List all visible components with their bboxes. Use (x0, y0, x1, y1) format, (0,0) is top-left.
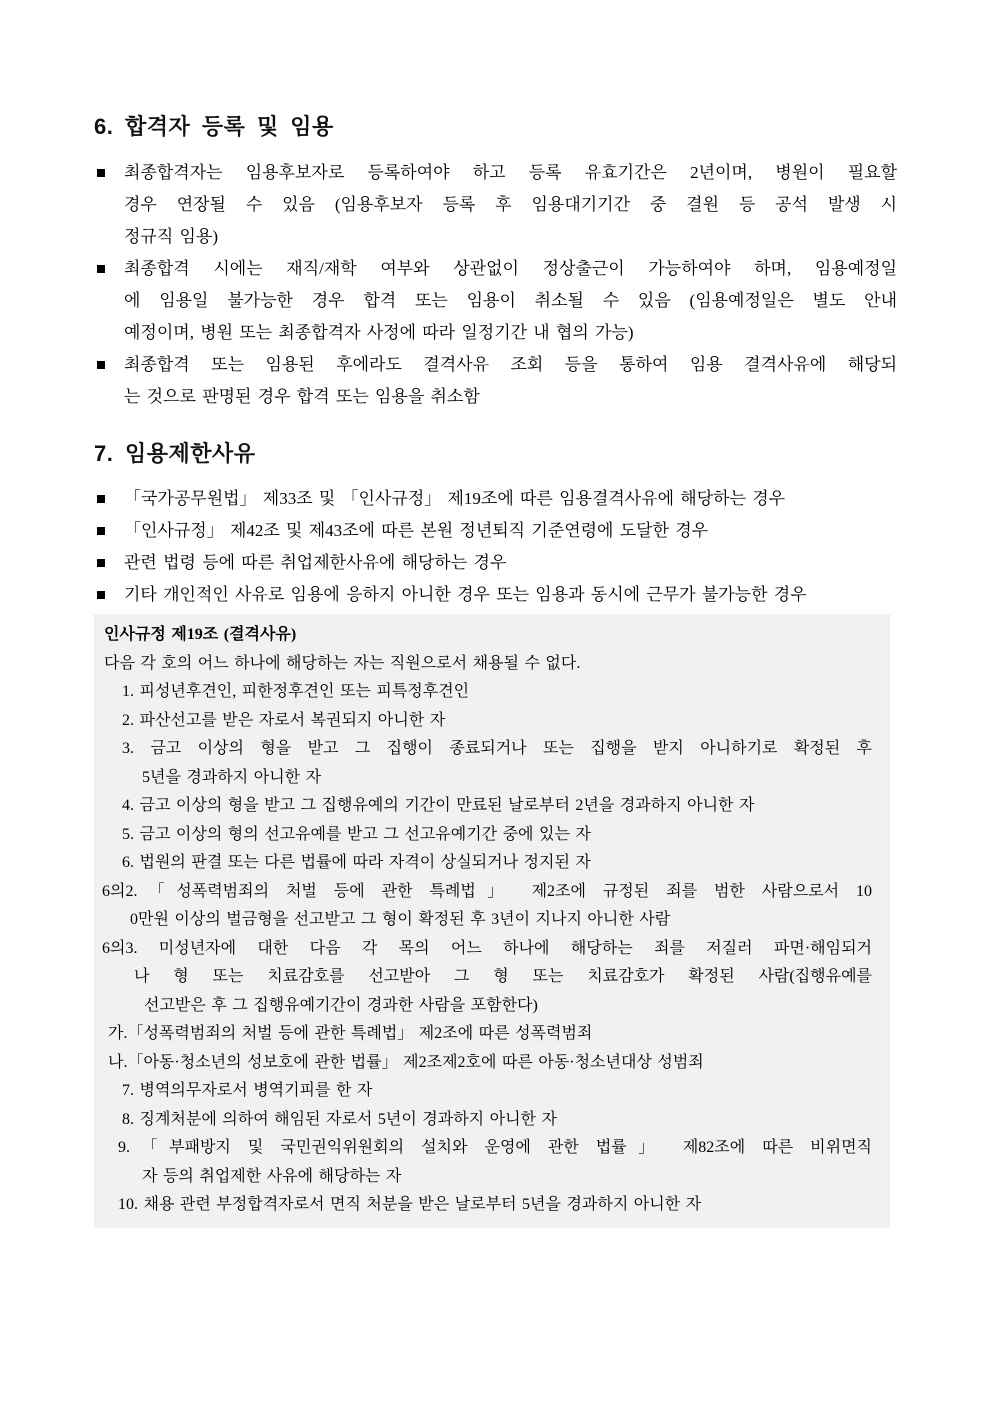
regulation-text-line: 6. 법원의 판결 또는 다른 법률에 따라 자격이 상실되거나 정지된 자 (122, 854, 591, 871)
regulation-text-line: 4. 금고 이상의 형을 받고 그 집행유예의 기간이 만료된 날로부터 2년을 경과하지 아니한 자 (122, 797, 755, 814)
regulation-text-line: 선고받은 후 그 집행유예기간이 경과한 사람을 포함한다) (144, 996, 538, 1014)
regulation-text-line: 다음 각 호의 어느 하나에 해당하는 자는 직원으로서 채용될 수 없다. (104, 654, 581, 672)
regulation-text-line: 나.「아동·청소년의 성보호에 관한 법률」 제2조제2호에 따른 아동·청소년대상 성범죄 (108, 1053, 704, 1071)
regulation-text-line: 9.「부패방지 및 국민권익위원회의 설치와 운영에 관한 법률」 제82조에 따른 비위면직 (118, 1139, 872, 1156)
regulation-text-line: 인사규정 제19조 (결격사유) (104, 626, 297, 643)
text-line: 관련 법령 등에 따른 취업제한사유에 해당하는 경우 (94, 547, 897, 579)
regulation-text-line: 3. 금고 이상의 형을 받고 그 집행이 종료되거나 또는 집행을 받지 아니하기로 확정된 후 (122, 740, 872, 757)
regulation-text-line: 가.「성폭력범죄의 처벌 등에 관한 특례법」 제2조에 따른 성폭력범죄 (108, 1025, 593, 1042)
section-7-bullet-list (94, 483, 897, 611)
section-7-heading: 7. 임용제한사유 (94, 441, 256, 466)
square-bullet-icon (97, 169, 105, 177)
text-line: 예정이며, 병원 또는 최종합격자 사정에 따라 일정기간 내 협의 가능) (124, 323, 634, 342)
regulation-text-line: 6의2.「성폭력범죄의 처벌 등에 관한 특례법」 제2조에 규정된 죄를 범한 사람으로서 10 (102, 882, 872, 900)
text-line: 는 것으로 판명된 경우 합격 또는 임용을 취소함 (124, 387, 480, 406)
square-bullet-icon (97, 495, 105, 503)
regulation-text-line: 나 형 또는 치료감호를 선고받아 그 형 또는 치료감호가 확정된 사람(집행유예를 (134, 968, 872, 985)
regulation-text-line: 10. 채용 관련 부정합격자로서 면직 처분을 받은 날로부터 5년을 경과하지 아니한 자 (118, 1196, 702, 1213)
text-line: 최종합격 시에는 재직/재학 여부와 상관없이 정상출근이 가능하여야 하며, 임용예정일 (94, 253, 897, 285)
regulation-text-line: 6의3. 미성년자에 대한 다음 각 목의 어느 하나에 해당하는 죄를 저질러 파면·해임되거 (102, 939, 872, 957)
text-line: 에 임용일 불가능한 경우 합격 또는 임용이 취소될 수 있음 (임용예정일은 별도 안내 (124, 291, 897, 310)
square-bullet-icon (97, 559, 105, 567)
regulation-text-line: 1. 피성년후견인, 피한정후견인 또는 피특정후견인 (122, 683, 470, 700)
regulation-box (94, 614, 890, 1228)
text-line: 경우 연장될 수 있음 (임용후보자 등록 후 임용대기기간 중 결원 등 공석 발생 시 (124, 195, 897, 214)
regulation-text-line: 0만원 이상의 벌금형을 선고받고 그 형이 확정된 후 3년이 지나지 아니한 사람 (130, 911, 671, 928)
section-6-heading: 6. 합격자 등록 및 임용 (94, 114, 334, 139)
regulation-text-line: 2. 파산선고를 받은 자로서 복권되지 아니한 자 (122, 711, 446, 729)
regulation-text-line: 8. 징계처분에 의하여 해임된 자로서 5년이 경과하지 아니한 자 (122, 1110, 557, 1128)
square-bullet-icon (97, 591, 105, 599)
text-line: 「국가공무원법」 제33조 및 「인사규정」 제19조에 따른 임용결격사유에 해당하는 경우 (94, 483, 897, 515)
text-line: 최종합격자는 임용후보자로 등록하여야 하고 등록 유효기간은 2년이며, 병원이 필요할 (94, 157, 897, 189)
square-bullet-icon (97, 527, 105, 535)
square-bullet-icon (97, 265, 105, 273)
text-line: 기타 개인적인 사유로 임용에 응하지 아니한 경우 또는 임용과 동시에 근무가 불가능한 경우 (94, 579, 897, 611)
text-line: 「인사규정」 제42조 및 제43조에 따른 본원 정년퇴직 기준연령에 도달한 경우 (94, 515, 897, 547)
regulation-text-line: 7. 병역의무자로서 병역기피를 한 자 (122, 1082, 373, 1099)
section-6-bullet-list (94, 157, 897, 413)
square-bullet-icon (97, 361, 105, 369)
text-line: 정규직 임용) (124, 227, 219, 246)
regulation-text-line: 5. 금고 이상의 형의 선고유예를 받고 그 선고유예기간 중에 있는 자 (122, 825, 591, 843)
text-line: 최종합격 또는 임용된 후에라도 결격사유 조회 등을 통하여 임용 결격사유에 해당되 (94, 349, 897, 381)
regulation-text-line: 자 등의 취업제한 사유에 해당하는 자 (142, 1167, 402, 1185)
regulation-text-line: 5년을 경과하지 아니한 자 (142, 768, 322, 786)
